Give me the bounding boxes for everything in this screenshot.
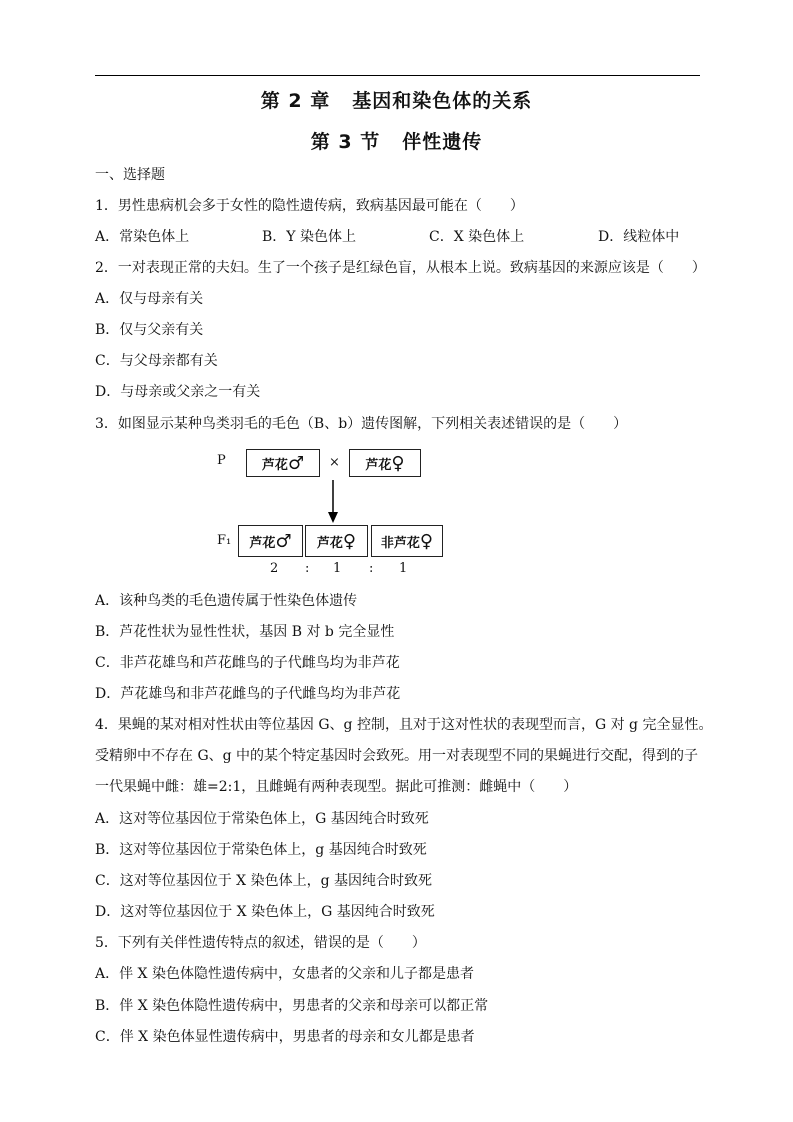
q5-option-c: C．伴 X 染色体显性遗传病中，男患者的母亲和女儿都是患者 bbox=[95, 1029, 475, 1045]
f1-male-phenotype: 芦花 bbox=[249, 535, 276, 551]
p-female-phenotype: 芦花 bbox=[365, 457, 392, 473]
q2-option-c: C．与父母亲都有关 bbox=[95, 353, 218, 369]
chapter-number: 第 2 章 bbox=[260, 90, 331, 112]
q1-option-b: B．Y 染色体上 bbox=[262, 229, 356, 245]
q3-option-a: A．该种鸟类的毛色遗传属于性染色体遗传 bbox=[95, 593, 358, 609]
q4-stem-line-1: 4．果蝇的某对相对性状由等位基因 G、g 控制，且对于这对性状的表现型而言，G 对 g 完全显性。 bbox=[95, 717, 713, 733]
q3-option-b: B．芦花性状为显性性状，基因 B 对 b 完全显性 bbox=[95, 624, 395, 640]
ratio-separator: : bbox=[305, 561, 310, 576]
q3-option-c: C．非芦花雄鸟和芦花雌鸟的子代雌鸟均为非芦花 bbox=[95, 655, 400, 671]
ratio-value: 2 bbox=[270, 561, 279, 576]
f1-female-box-2 bbox=[371, 525, 443, 557]
section-number: 第 3 节 bbox=[310, 131, 381, 153]
female-symbol-icon: ♀ bbox=[419, 530, 434, 552]
q4-option-a: A．这对等位基因位于常染色体上，G 基因纯合时致死 bbox=[95, 811, 429, 827]
q4-option-b: B．这对等位基因位于常染色体上，g 基因纯合时致死 bbox=[95, 842, 427, 858]
section-heading: 一、选择题 bbox=[95, 167, 165, 183]
section-title bbox=[0, 127, 793, 154]
q2-stem: 2．一对表现正常的夫妇。生了一个孩子是红绿色盲，从根本上说。致病基因的来源应该是（ ） bbox=[95, 260, 706, 276]
p-generation-label: P bbox=[217, 453, 226, 468]
female-symbol-icon: ♀ bbox=[342, 530, 357, 552]
p-male-box bbox=[246, 449, 320, 477]
p-male-phenotype: 芦花 bbox=[261, 457, 288, 473]
q1-stem: 1．男性患病机会多于女性的隐性遗传病，致病基因最可能在（ ） bbox=[95, 198, 524, 214]
male-symbol-icon: ♂ bbox=[275, 530, 292, 552]
q1-option-d: D．线粒体中 bbox=[598, 229, 680, 245]
q5-option-b: B．伴 X 染色体隐性遗传病中，男患者的父亲和母亲可以都正常 bbox=[95, 998, 489, 1014]
p-female-box bbox=[349, 449, 421, 477]
ratio-value: 1 bbox=[399, 561, 408, 576]
male-symbol-icon: ♂ bbox=[287, 452, 305, 474]
f1-female-box-1 bbox=[305, 525, 368, 557]
q1-option-c: C．X 染色体上 bbox=[429, 229, 525, 245]
q4-stem-line-3: 一代果蝇中雌：雄=2:1，且雌蝇有两种表现型。据此可推测：雌蝇中（ ） bbox=[95, 779, 578, 795]
q2-option-d: D．与母亲或父亲之一有关 bbox=[95, 384, 261, 400]
q4-option-c: C．这对等位基因位于 X 染色体上，g 基因纯合时致死 bbox=[95, 873, 432, 889]
q2-option-b: B．仅与父亲有关 bbox=[95, 322, 204, 338]
f1-male-box bbox=[238, 525, 303, 557]
ratio-value: 1 bbox=[333, 561, 342, 576]
chapter-name: 基因和染色体的关系 bbox=[352, 90, 533, 112]
ratio-separator: : bbox=[369, 561, 374, 576]
q3-stem: 3．如图显示某种鸟类羽毛的毛色（B、b）遗传图解，下列相关表述错误的是（ ） bbox=[95, 416, 628, 432]
section-name: 伴性遗传 bbox=[402, 131, 483, 153]
f1-female-phenotype-2: 非芦花 bbox=[380, 535, 420, 551]
f1-generation-label: F₁ bbox=[217, 533, 232, 548]
q2-option-a: A．仅与母亲有关 bbox=[95, 291, 204, 307]
q4-option-d: D．这对等位基因位于 X 染色体上，G 基因纯合时致死 bbox=[95, 904, 435, 920]
cross-symbol: × bbox=[329, 455, 340, 470]
q5-option-a: A．伴 X 染色体隐性遗传病中，女患者的父亲和儿子都是患者 bbox=[95, 966, 474, 982]
header-rule bbox=[95, 75, 700, 76]
q5-stem: 5．下列有关伴性遗传特点的叙述，错误的是（ ） bbox=[95, 935, 426, 951]
down-arrow-icon bbox=[325, 480, 341, 524]
chapter-title bbox=[0, 86, 793, 113]
q4-stem-line-2: 受精卵中不存在 G、g 中的某个特定基因时会致死。用一对表现型不同的果蝇进行交配，得到的子 bbox=[95, 748, 699, 764]
f1-female-phenotype-1: 芦花 bbox=[316, 535, 343, 551]
q1-option-a: A．常染色体上 bbox=[95, 229, 190, 245]
female-symbol-icon: ♀ bbox=[391, 452, 405, 474]
q3-option-d: D．芦花雄鸟和非芦花雌鸟的子代雌鸟均为非芦花 bbox=[95, 686, 401, 702]
